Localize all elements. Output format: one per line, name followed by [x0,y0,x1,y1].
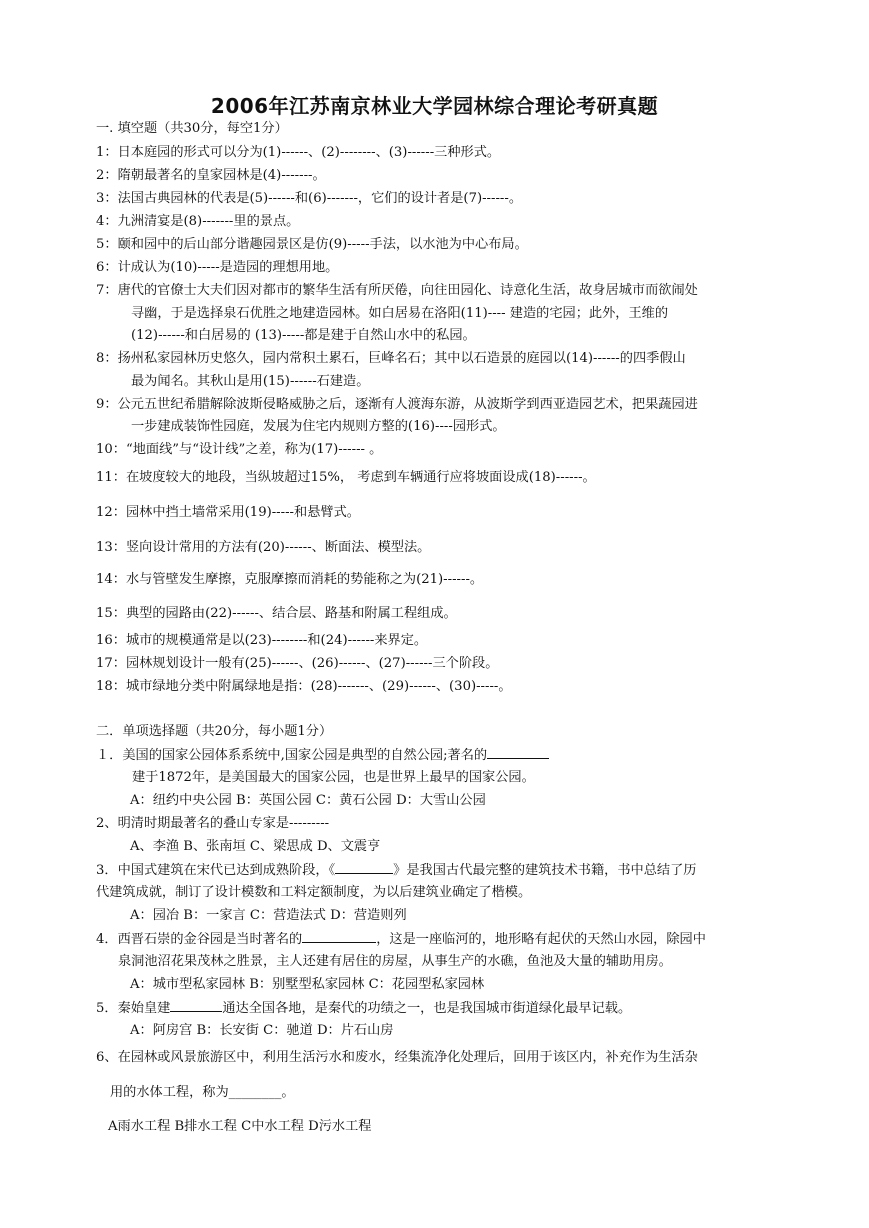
choice-q6-options: A雨水工程 B排水工程 C中水工程 D污水工程 [108,1119,372,1134]
choice-q5-line1 [96,997,631,1020]
answer-blank [487,744,549,759]
fill-q9-line2: 一步建成装饰性园庭，发展为住宅内规则方整的(16)----园形式。 [131,419,506,434]
fill-q7-line1: 7：唐代的官僚士大夫们因对都市的繁华生活有所厌倦，向往田园化、诗意化生活，故身居城市而欲闹处 [96,283,698,298]
section2-heading: 二．单项选择题（共20分，每小题1分） [96,724,333,739]
choice-q3-line1 [96,859,696,882]
fill-q12: 12：园林中挡土墙常采用(19)-----和悬臂式。 [96,505,360,520]
choice-q4-text-post: ，这是一座临河的，地形略有起伏的天然山水园，除园中 [376,932,706,947]
fill-q14: 14：水与管壁发生摩擦，克服摩擦而消耗的势能称之为(21)------。 [96,572,484,587]
fill-q11: 11：在坡度较大的地段，当纵坡超过15%， 考虑到车辆通行应将坡面设成(18)------。 [96,470,596,485]
answer-blank [170,997,222,1012]
choice-q1-options: A：纽约中央公园 B：英国公园 C：黄石公园 D：大雪山公园 [130,793,486,808]
choice-q4-options: A：城市型私家园林 B：别墅型私家园林 C：花园型私家园林 [130,977,485,992]
fill-q16: 16：城市的规模通常是以(23)--------和(24)------来界定。 [96,633,428,648]
answer-blank [302,928,376,943]
choice-q3-text-post: 》是我国古代最完整的建筑技术书籍，书中总结了历 [393,863,697,878]
fill-q3: 3：法国古典园林的代表是(5)------和(6)-------，它们的设计者是(7)------。 [96,191,523,206]
page-title: 2006年江苏南京林业大学园林综合理论考研真题 [210,94,659,118]
choice-q4-line2: 泉洞池沼花果茂林之胜景，主人还建有居住的房屋，从事生产的水礁，鱼池及大量的辅助用房。 [118,954,672,969]
fill-q18: 18：城市绿地分类中附属绿地是指：(28)-------、(29)------、(30)-----。 [96,679,512,694]
choice-q1-line2: 建于1872年，是美国最大的国家公园，也是世界上最早的国家公园。 [132,770,535,785]
fill-q6: 6：计成认为(10)-----是造园的理想用地。 [96,260,339,275]
choice-q4-line1 [96,928,706,951]
fill-q8-line2: 最为闻名。其秋山是用(15)------石建造。 [131,374,370,389]
fill-q1: 1：日本庭园的形式可以分为(1)------、(2)--------、(3)------三种形式。 [96,145,501,160]
choice-q6-line1: 6、在园林或风景旅游区中，利用生活污水和废水，经集流净化处理后，回用于该区内，补充作为生活杂 [96,1050,698,1065]
section1-heading: 一. 填空题（共30分，每空1分） [96,121,288,136]
fill-q4: 4：九洲清宴是(8)-------里的景点。 [96,214,300,229]
choice-q6-line2: 用的水体工程，称为________。 [110,1085,295,1100]
answer-blank [335,859,393,874]
fill-q8-line1: 8：扬州私家园林历史悠久，园内常积土累石，巨峰名石；其中以石造景的庭园以(14)------的四季假山 [96,351,686,366]
fill-q17: 17：园林规划设计一般有(25)------、(26)------、(27)------三个阶段。 [96,656,499,671]
fill-q10: 10：“地面线”与“设计线”之差，称为(17)------ 。 [96,442,383,457]
choice-q5-options: A：阿房宫 B：长安街 C：驰道 D：片石山房 [130,1023,394,1038]
choice-q5-text-post: 通达全国各地，是秦代的功绩之一，也是我国城市街道绿化最早记载。 [222,1001,632,1016]
fill-q13: 13：竖向设计常用的方法有(20)------、断面法、模型法。 [96,540,431,555]
choice-q3-options: A：园冶 B：一家言 C：营造法式 D：营造则列 [130,908,407,923]
choice-q4-text-pre: 4．西晋石崇的金谷园是当时著名的 [96,932,303,947]
choice-q2: 2、明清时期最著名的叠山专家是--------- [96,816,330,831]
choice-q1-line1 [96,744,549,767]
fill-q15: 15：典型的园路由(22)------、结合层、路基和附属工程组成。 [96,606,457,621]
choice-q3-line2: 代建筑成就，制订了设计模数和工料定额制度，为以后建筑业确定了楷模。 [96,885,532,900]
choice-q1-text: １．美国的国家公园体系系统中,国家公园是典型的自然公园;著名的 [96,748,488,763]
fill-q7-line2: 寻幽，于是选择泉石优胜之地建造园林。如白居易在洛阳(11)---- 建造的宅园；此外，王维的 [131,306,669,321]
choice-q2-options: A、李渔 B、张南垣 C、梁思成 D、文震亨 [130,839,381,854]
choice-q3-text-pre: 3．中国式建筑在宋代已达到成熟阶段，《 [96,863,336,878]
fill-q7-line3: (12)------和白居易的 (13)-----都是建于自然山水中的私园。 [131,328,476,343]
choice-q5-text-pre: 5．秦始皇建 [96,1001,171,1016]
fill-q2: 2：隋朝最著名的皇家园林是(4)-------。 [96,168,326,183]
fill-q9-line1: 9：公元五世纪希腊解除波斯侵略威胁之后，逐渐有人渡海东游，从波斯学到西亚造园艺术，把果蔬园进 [96,397,698,412]
fill-q5: 5：颐和园中的后山部分谐趣园景区是仿(9)-----手法，以水池为中心布局。 [96,237,528,252]
